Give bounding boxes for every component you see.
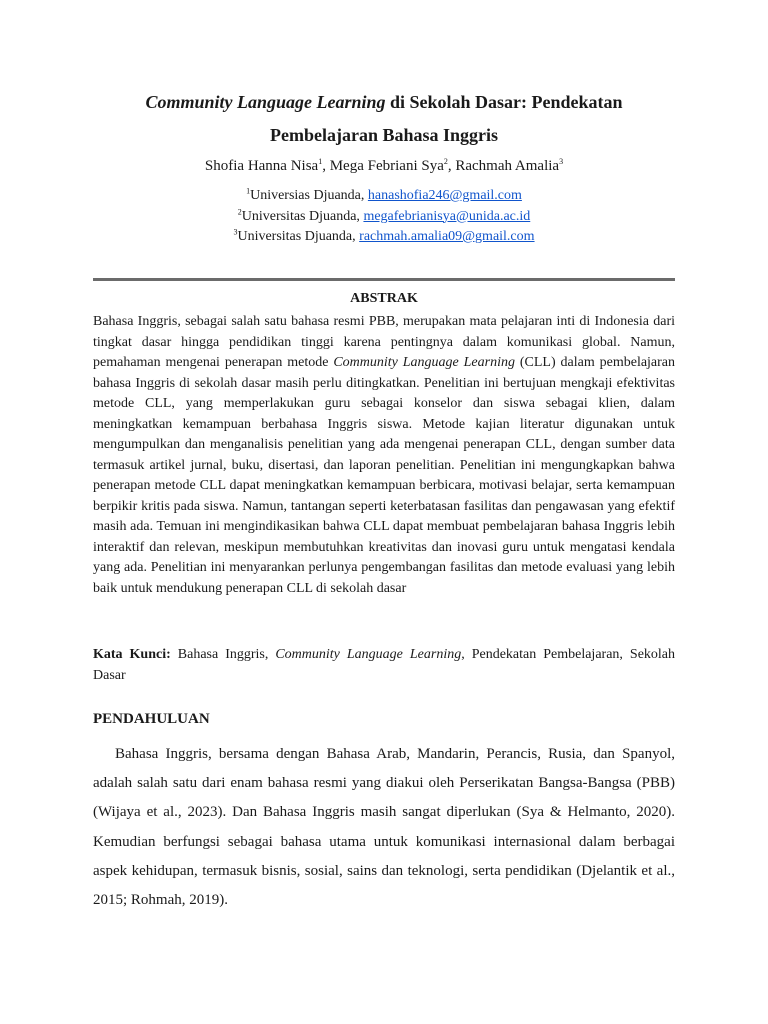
author-1-sup: 1: [318, 157, 323, 166]
keywords-part-2: , Pendekatan Pembelajaran, Sekolah Dasar: [93, 647, 676, 683]
affiliation-2-institution: Universitas Djuanda,: [241, 208, 364, 224]
title-italic-part: Community Language Learning: [145, 92, 386, 112]
author-3: Rachmah Amalia: [455, 158, 560, 174]
keywords: [93, 645, 675, 686]
title-line2: Pembelajaran Bahasa Inggris: [269, 125, 498, 145]
section-heading: PENDAHULUAN: [93, 711, 210, 727]
author-2: Mega Febriani Sya: [329, 158, 444, 174]
keywords-part-1: Bahasa Inggris,: [170, 647, 276, 662]
abstract-body: [93, 312, 675, 599]
abstract-text-italic: Community Language Learning: [333, 355, 515, 370]
email-link-3[interactable]: rachmah.amalia09@gmail.com: [359, 229, 535, 244]
title-rest-line1: di Sekolah Dasar: Pendekatan: [385, 92, 623, 112]
introduction-paragraph: Bahasa Inggris, bersama dengan Bahasa Arab, Mandarin, Perancis, Rusia, dan Spanyol, adalah salah satu dari enam bahasa resmi yang diakui oleh Perserikatan Bangsa-Bangsa (PBB) (Wijaya et al., 2023). Dan Bahasa Inggris masih sangat diperlukan (Sya & Helmanto, 2020). Kemudian berfungsi sebagai bahasa utama untuk komunikasi internasional dalam berbagai aspek kehidupan, termasuk bisnis, sosial, sains dan teknologi, serta pendidikan (Djelantik et al., 2015; Rohmah, 2019).: [93, 746, 675, 909]
affiliation-1: [93, 186, 675, 207]
paper-title: [93, 86, 675, 152]
author-2-sup: 2: [443, 157, 448, 166]
abstract-text-2: (CLL) dalam pembelajaran bahasa Inggris di sekolah dasar masih perlu ditingkatkan. Penelitian ini bertujuan mengkaji efektivitas metode CLL, yang memperlakukan guru sebagai konselor dan siswa sebagai klien, dalam meningkatkan kemampuan berbahasa Inggris siswa. Metode kajian literatur digunakan untuk mengumpulkan dan menganalisis penelitian yang ada mengenai penerapan CLL, dengan sumber data termasuk artikel jurnal, buku, disertasi, dan laporan penelitian. Penelitian ini mengungkapkan bahwa penerapan metode CLL dapat meningkatkan kemampuan berbicara, motivasi belajar, serta kemampuan berpikir kritis pada siswa. Namun, tantangan seperti keterbatasan fasilitas dan pengawasan yang efektif masih ada. Temuan ini mengindikasikan bahwa CLL dapat membuat pembelajaran bahasa Inggris lebih interaktif dan relevan, meskipun membutuhkan kreativitas dan inovasi guru untuk mengatasi kendala yang ada. Penelitian ini menyarankan perlunya pengembangan fasilitas dan metode evaluasi yang lebih baik untuk mendukung penerapan CLL di sekolah dasar: [93, 355, 676, 596]
affiliation-1-institution: Universias Djuanda,: [250, 188, 368, 203]
affiliation-3-sup: 3: [233, 227, 238, 237]
affiliation-2: [93, 207, 675, 228]
author-1: Shofia Hanna Nisa: [204, 158, 319, 174]
abstract-text-1: Bahasa Inggris, sebagai salah satu bahasa resmi PBB, merupakan mata pelajaran inti di Indonesia dari tingkat dasar hingga pendidikan tinggi karena pentingnya dalam komunikasi global. Namun, pemahaman mengenai penerapan metode: [93, 314, 675, 370]
horizontal-divider: [93, 278, 675, 281]
email-link-1[interactable]: hanashofia246@gmail.com: [367, 188, 522, 203]
keywords-label: Kata Kunci:: [93, 647, 171, 662]
affiliation-2-sup: 2: [237, 206, 242, 216]
affiliation-1-sup: 1: [246, 186, 251, 196]
author-separator: ,: [447, 158, 456, 174]
author-list: [93, 156, 675, 176]
affiliation-3-institution: Universitas Djuanda,: [237, 229, 360, 244]
keywords-italic: Community Language Learning: [275, 647, 462, 662]
email-link-2[interactable]: megafebrianisya@unida.ac.id: [363, 208, 531, 224]
author-separator: ,: [322, 158, 330, 174]
abstract-heading: ABSTRAK: [350, 291, 418, 306]
affiliation-3: [93, 227, 675, 248]
affiliation-list: [93, 186, 675, 248]
author-3-sup: 3: [559, 157, 564, 166]
